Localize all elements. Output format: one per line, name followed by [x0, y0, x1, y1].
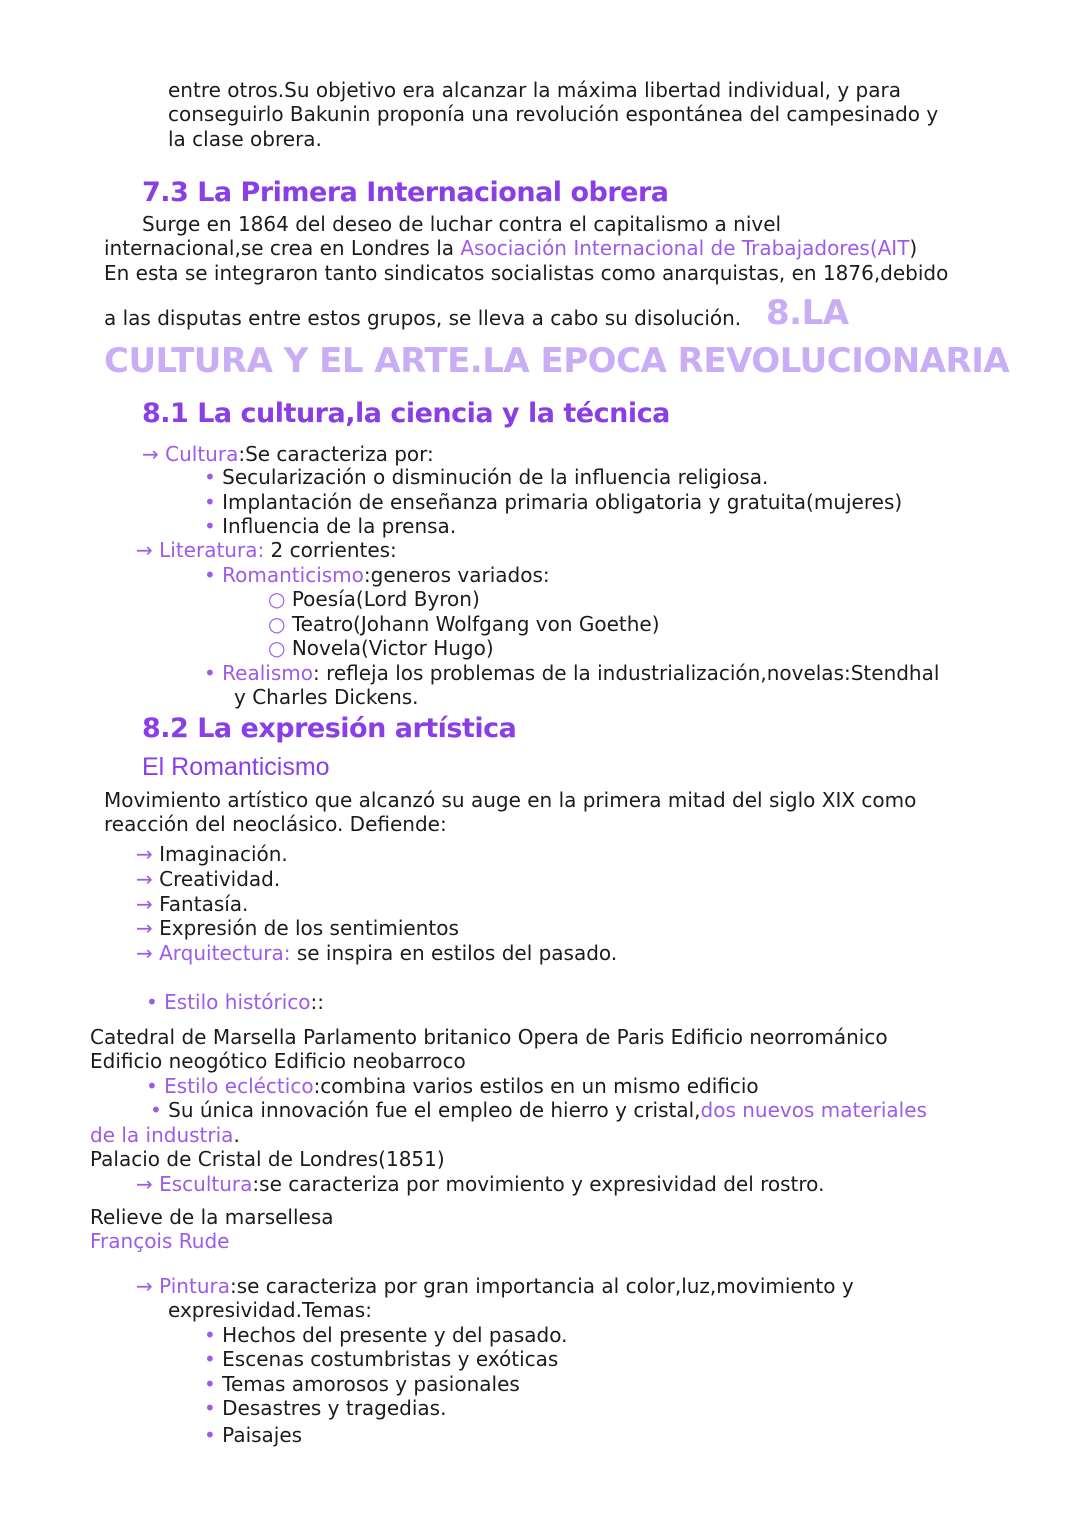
arrow-icon: → [136, 1172, 153, 1196]
estilo-historico-text: :: [310, 990, 324, 1014]
intro-line-1: entre otros.Su objetivo era alcanzar la máxima libertad individual, y para [168, 78, 901, 102]
heading-8-1: 8.1 La cultura,la ciencia y la técnica [142, 398, 670, 429]
cultura-text: :Se caracteriza por: [238, 442, 434, 466]
list-item [204, 1372, 520, 1396]
list-item-text: Paisajes [222, 1423, 303, 1447]
romanticismo-label: Romanticismo [222, 563, 364, 587]
pintura-text: :se caracteriza por gran importancia al color,luz,movimiento y [229, 1274, 854, 1298]
list-item-text: Hechos del presente y del pasado. [222, 1323, 568, 1347]
list-item-text: Creatividad. [159, 867, 281, 891]
s73-text: internacional,se crea en Londres la [104, 236, 461, 260]
list-item-escultura [136, 1172, 824, 1196]
bullet-icon: • [204, 514, 216, 538]
section-8-title-part-2: CULTURA Y EL ARTE.LA EPOCA REVOLUCIONARIA [104, 341, 1010, 381]
list-item [136, 842, 288, 866]
arrow-icon: → [136, 842, 153, 866]
bullet-icon: • [204, 490, 216, 514]
list-item-text: Fantasía. [159, 892, 249, 916]
estilo-eclectico-label: Estilo ecléctico [164, 1074, 314, 1098]
intro-line-2: conseguirlo Bakunin proponía una revolución espontánea del campesinado y [168, 102, 939, 126]
list-item-text: Influencia de la prensa. [222, 514, 457, 538]
palacio-caption: Palacio de Cristal de Londres(1851) [90, 1147, 445, 1171]
arquitectura-label: Arquitectura: [159, 941, 291, 965]
rude-caption: François Rude [90, 1229, 230, 1253]
s73-paragraph-line-3: En esta se integraron tanto sindicatos socialistas como anarquistas, en 1876,debido [104, 261, 949, 285]
list-item-text: Teatro(Johann Wolfgang von Goethe) [291, 612, 660, 636]
heading-8-2: 8.2 La expresión artística [142, 713, 517, 744]
list-item [204, 1323, 567, 1347]
bullet-icon: • [204, 563, 216, 587]
list-item [268, 587, 480, 611]
s73-paragraph-line-1: Surge en 1864 del deseo de luchar contra el capitalismo a nivel [142, 212, 782, 236]
arrow-icon: → [142, 442, 159, 466]
circle-bullet-icon: ○ [268, 612, 286, 636]
s73-paragraph-line-4: a las disputas entre estos grupos, se lleva a cabo su disolución. [104, 306, 742, 330]
cultura-label: Cultura [165, 442, 239, 466]
list-item [204, 1423, 302, 1447]
bullet-icon: • [204, 1372, 216, 1396]
list-item [136, 867, 280, 891]
romanticismo-text: :generos variados: [363, 563, 550, 587]
bullet-icon: • [204, 1323, 216, 1347]
list-item-literatura [136, 538, 397, 562]
list-item [268, 636, 494, 660]
innovacion-period: . [233, 1123, 240, 1147]
list-item [136, 916, 459, 940]
list-item-text: Novela(Victor Hugo) [291, 636, 494, 660]
bullet-icon: • [146, 990, 158, 1014]
list-item [136, 892, 248, 916]
section-8-title-part-1: 8.LA [766, 293, 849, 333]
circle-bullet-icon: ○ [268, 587, 286, 611]
subheading-romanticismo: El Romanticismo [142, 753, 330, 781]
estilo-eclectico-text: :combina varios estilos en un mismo edificio [313, 1074, 759, 1098]
list-item [268, 612, 660, 636]
arrow-icon: → [136, 892, 153, 916]
bullet-icon: • [146, 1074, 158, 1098]
s73-paragraph-line-2 [104, 236, 917, 260]
list-item-text: Temas amorosos y pasionales [222, 1372, 520, 1396]
arrow-icon: → [136, 916, 153, 940]
list-item-text: Secularización o disminución de la influencia religiosa. [222, 465, 769, 489]
list-item-text: Expresión de los sentimientos [159, 916, 459, 940]
list-item-innovacion [150, 1098, 927, 1122]
list-item-estilo-eclectico [146, 1074, 759, 1098]
arrow-icon: → [136, 538, 153, 562]
list-item-pintura [136, 1274, 854, 1298]
s82-paragraph-line-1: Movimiento artístico que alcanzó su auge en la primera mitad del siglo XIX como [104, 788, 917, 812]
innovacion-continued [90, 1123, 240, 1147]
list-item [204, 1347, 558, 1371]
ait-highlight: Asociación Internacional de Trabajadores(AIT [460, 236, 910, 260]
list-item-estilo-historico [146, 990, 324, 1014]
list-item [204, 490, 902, 514]
arrow-icon: → [136, 1274, 153, 1298]
bullet-icon: • [204, 1423, 216, 1447]
bullet-icon: • [204, 465, 216, 489]
list-item-arquitectura [136, 941, 617, 965]
escultura-label: Escultura [159, 1172, 253, 1196]
arquitectura-text: se inspira en estilos del pasado. [290, 941, 618, 965]
bullet-icon: • [204, 661, 216, 685]
estilo-historico-label: Estilo histórico [164, 990, 311, 1014]
list-item-text: Desastres y tragedias. [222, 1396, 447, 1420]
literatura-text: 2 corrientes: [264, 538, 397, 562]
list-item-realismo [204, 661, 939, 685]
pintura-label: Pintura [159, 1274, 230, 1298]
literatura-label: Literatura: [159, 538, 265, 562]
list-item [204, 1396, 446, 1420]
innovacion-text: Su única innovación fue el empleo de hierro y cristal, [168, 1098, 701, 1122]
list-item-text: Escenas costumbristas y exóticas [222, 1347, 559, 1371]
list-item [204, 514, 456, 538]
realismo-text: : refleja los problemas de la industrialización,novelas:Stendhal [312, 661, 940, 685]
list-item-text: Imaginación. [159, 842, 288, 866]
realismo-text-continued: y Charles Dickens. [234, 685, 419, 709]
bullet-icon: • [150, 1098, 162, 1122]
s73-paren: ) [909, 236, 918, 260]
heading-7-3: 7.3 La Primera Internacional obrera [142, 177, 669, 208]
industria-highlight: de la industria [90, 1123, 234, 1147]
relieve-caption: Relieve de la marsellesa [90, 1205, 334, 1229]
realismo-label: Realismo [222, 661, 313, 685]
examples-line-1: Catedral de Marsella Parlamento britanico Opera de Paris Edificio neorrománico [90, 1025, 888, 1049]
list-item-romanticismo [204, 563, 550, 587]
escultura-text: :se caracteriza por movimiento y expresividad del rostro. [252, 1172, 825, 1196]
materiales-highlight: dos nuevos materiales [700, 1098, 927, 1122]
arrow-icon: → [136, 941, 153, 965]
list-item-text: Implantación de enseñanza primaria obligatoria y gratuita(mujeres) [222, 490, 903, 514]
circle-bullet-icon: ○ [268, 636, 286, 660]
s82-paragraph-line-2: reacción del neoclásico. Defiende: [104, 812, 447, 836]
examples-line-2: Edificio neogótico Edificio neobarroco [90, 1049, 466, 1073]
list-item [204, 465, 768, 489]
list-item-text: Poesía(Lord Byron) [291, 587, 480, 611]
pintura-text-continued: expresividad.Temas: [168, 1298, 372, 1322]
bullet-icon: • [204, 1347, 216, 1371]
intro-line-3: la clase obrera. [168, 127, 322, 151]
bullet-icon: • [204, 1396, 216, 1420]
list-item-cultura [142, 442, 434, 466]
arrow-icon: → [136, 867, 153, 891]
